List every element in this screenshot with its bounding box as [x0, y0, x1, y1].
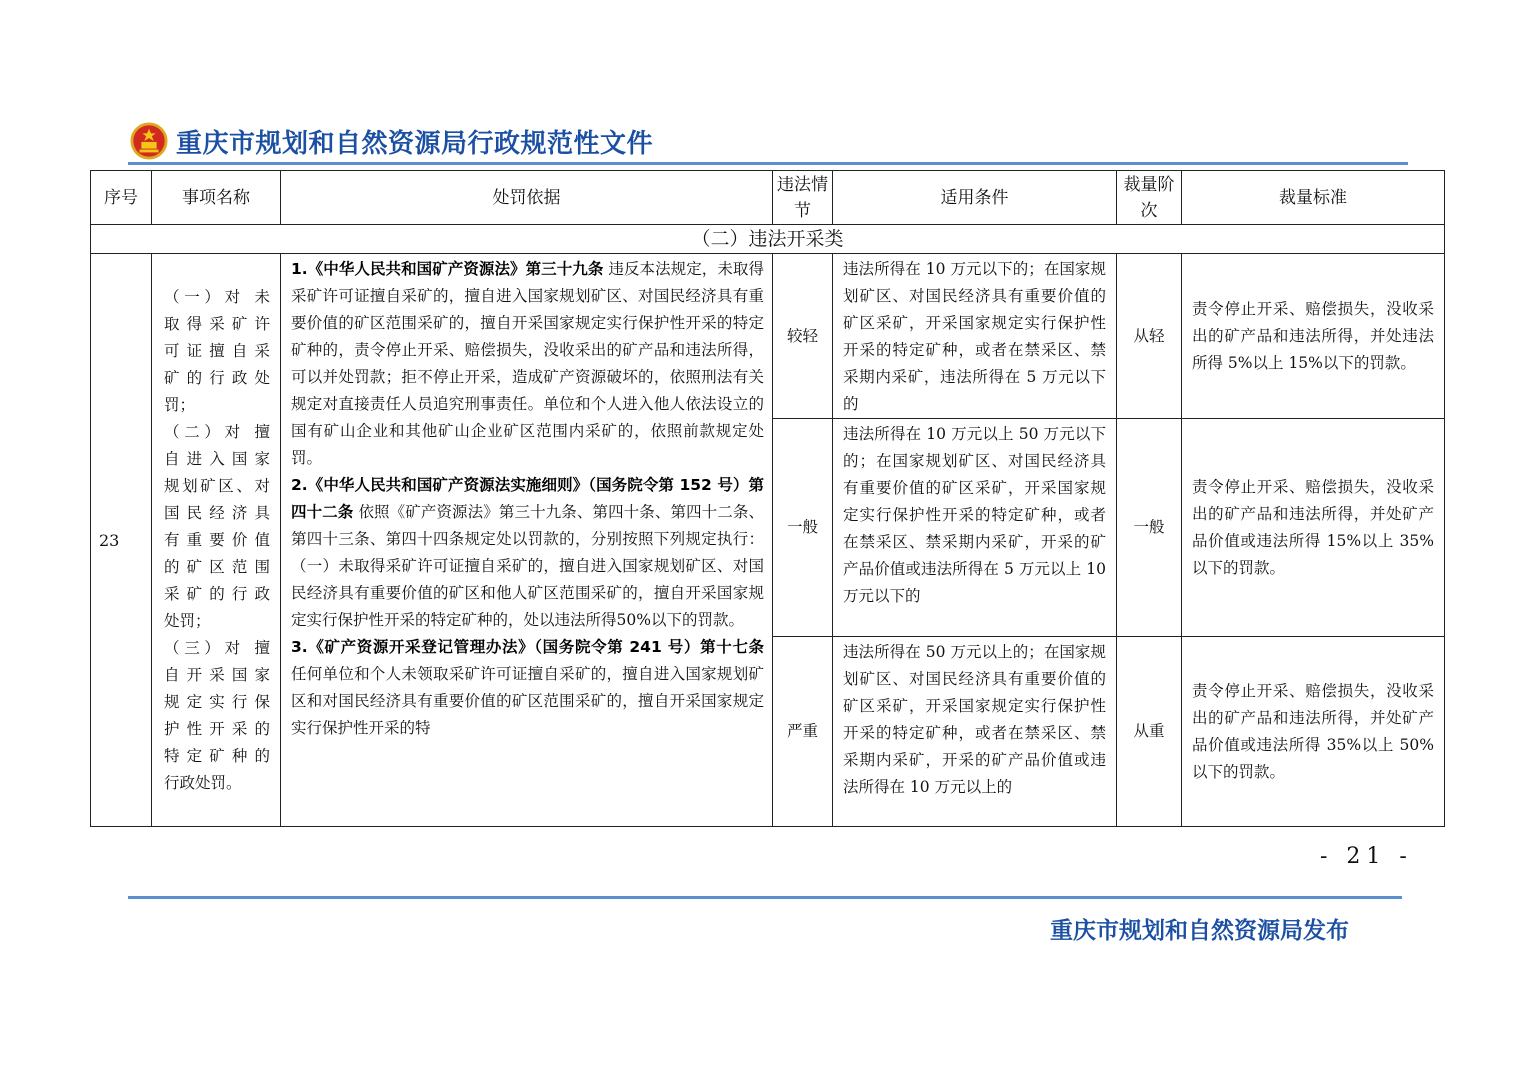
footer-rule: [128, 896, 1402, 899]
penalty-table: [90, 170, 1445, 827]
item-line: 特定矿种的: [164, 746, 270, 765]
item-paragraph-2: [164, 419, 270, 635]
basis-article-1: 1.《中华人民共和国矿产资源法》第三十九条 违反本法规定，未取得采矿许可证擅自采矿的，擅自进入国家规划矿区、对国民经济具有重要价值的矿区范围采矿的，擅自开采国家规定实行保护性开采的特定矿种的，责令停止开采、赔偿损失，没收采出的矿产品和违法所得，可以并处罚款；拒不停止开采，造成矿产资源破坏的，依照刑法有关规定对直接责任人员追究刑事责任。单位和个人进入他人依法设立的国有矿山企业和其他矿山企业矿区范围内采矿的，依照前款规定处罚。: [291, 260, 764, 467]
item-line: 取得采矿许: [164, 314, 270, 333]
item-line: 可证擅自采: [164, 341, 270, 360]
item-line: 有重要价值: [164, 530, 270, 549]
basis-cell: [281, 254, 773, 827]
col-item-header: 事项名称: [152, 171, 281, 225]
col-seq-header: 序号: [91, 171, 152, 225]
col-level-header: 裁量阶次: [1117, 171, 1182, 225]
condition-normal: 违法所得在 10 万元以上 50 万元以下的；在国家规划矿区、对国民经济具有重要价值的矿区采矿，开采国家规定实行保护性开采的特定矿种，或者在禁采区、禁采期内采矿，开采的矿产品价值或违法所得在 5 万元以上 10 万元以下的: [833, 419, 1117, 637]
standard-normal: 责令停止开采、赔偿损失，没收采出的矿产品和违法所得，并处矿产品价值或违法所得 15%以上 35%以下的罚款。: [1182, 419, 1445, 637]
item-line: 规划矿区、对: [164, 476, 270, 495]
item-line: 自进入国家: [164, 449, 270, 468]
severity-light: 较轻: [773, 254, 833, 419]
col-condition-header: 适用条件: [833, 171, 1117, 225]
item-line: 规定实行保: [164, 692, 270, 711]
basis-article-2: 2.《中华人民共和国矿产资源法实施细则》（国务院令第 152 号）第四十二条 依照《矿产资源法》第三十九条、第四十条、第四十二条、第四十三条、第四十四条规定处以罚款的，分别按照下列规定执行：（一）未取得采矿许可证擅自采矿的，擅自进入国家规划矿区、对国民经济具有重要价值的矿区和他人矿区范围采矿的，擅自开采国家规定实行保护性开采的特定矿种的，处以违法所得50%以下的罚款。: [291, 476, 764, 629]
item-paragraph-1: [164, 284, 270, 419]
condition-light: 违法所得在 10 万元以下的；在国家规划矿区、对国民经济具有重要价值的矿区采矿，开采国家规定实行保护性开采的特定矿种，或者在禁采区、禁采期内采矿，违法所得在 5 万元以下的: [833, 254, 1117, 419]
item-line: 矿的行政处: [164, 368, 270, 387]
condition-serious: 违法所得在 50 万元以上的；在国家规划矿区、对国民经济具有重要价值的矿区采矿，开采国家规定实行保护性开采的特定矿种，或者在禁采区、禁采期内采矿，开采的矿产品价值或违法所得在 10 万元以上的: [833, 637, 1117, 827]
publisher-footer: 重庆市规划和自然资源局发布: [1050, 918, 1349, 944]
item-line: 护性开采的: [164, 719, 270, 738]
item-line: 采矿的行政: [164, 584, 270, 603]
basis-article-3: 3.《矿产资源开采登记管理办法》（国务院令第 241 号）第十七条 任何单位和个人未领取采矿许可证擅自采矿的，擅自进入国家规划矿区和对国民经济具有重要价值的矿区范围采矿的，擅自开采国家规定实行保护性开采的特: [291, 638, 764, 737]
level-serious: 从重: [1117, 637, 1182, 827]
standard-serious: 责令停止开采、赔偿损失，没收采出的矿产品和违法所得，并处矿产品价值或违法所得 35%以上 50%以下的罚款。: [1182, 637, 1445, 827]
item-line: 罚；: [164, 395, 196, 414]
table-header-row: [91, 171, 1445, 225]
table-row: [91, 254, 1445, 419]
header-rule: [128, 162, 1408, 165]
item-name-cell: [152, 254, 281, 827]
item-line: （一）对 未: [164, 287, 270, 306]
item-line: 国民经济具: [164, 503, 270, 522]
page-number: - 21 -: [1320, 844, 1413, 869]
seq-cell: 23: [91, 254, 152, 827]
item-line: 的矿区范围: [164, 557, 270, 576]
item-line: 处罚；: [164, 611, 211, 630]
standard-light: 责令停止开采、赔偿损失，没收采出的矿产品和违法所得，并处违法所得 5%以上 15%以下的罚款。: [1182, 254, 1445, 419]
level-normal: 一般: [1117, 419, 1182, 637]
section-title: （二）违法开采类: [91, 225, 1445, 254]
severity-normal: 一般: [773, 419, 833, 637]
item-line: （三）对 擅: [164, 638, 270, 657]
col-standard-header: 裁量标准: [1182, 171, 1445, 225]
level-light: 从轻: [1117, 254, 1182, 419]
section-row: [91, 225, 1445, 254]
col-basis-header: 处罚依据: [281, 171, 773, 225]
national-emblem-icon: [130, 122, 168, 160]
item-line: 行政处罚。: [164, 773, 242, 792]
col-severity-header: 违法情节: [773, 171, 833, 225]
item-paragraph-3: [164, 635, 270, 797]
item-line: （二）对 擅: [164, 422, 270, 441]
severity-serious: 严重: [773, 637, 833, 827]
document-header: [130, 122, 653, 160]
header-title: 重庆市规划和自然资源局行政规范性文件: [176, 128, 654, 159]
item-line: 自开采国家: [164, 665, 270, 684]
